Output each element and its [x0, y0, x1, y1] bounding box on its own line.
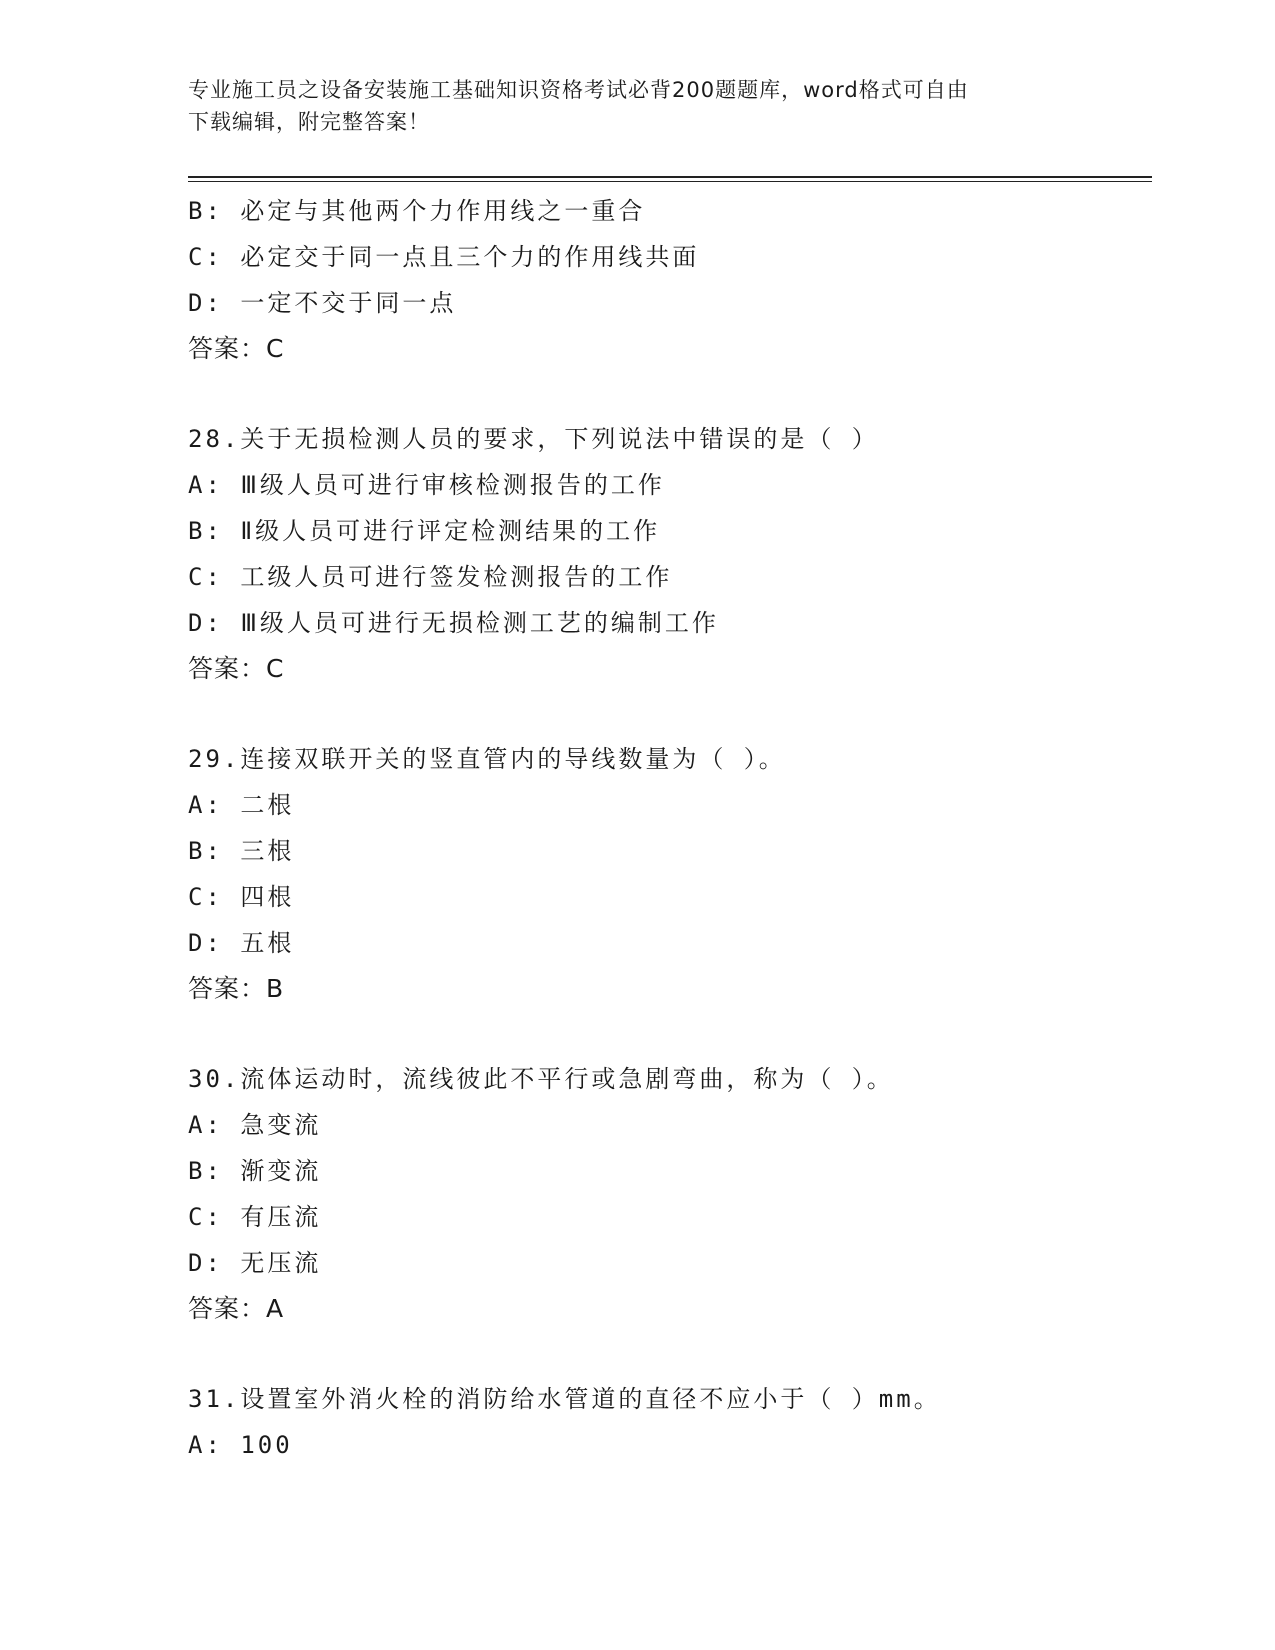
option-d: D: 一定不交于同一点: [188, 289, 457, 317]
answer-line: 答案：C: [188, 334, 285, 363]
header-divider-thin: [188, 181, 1152, 182]
option-c: C: 工级人员可进行签发检测报告的工作: [188, 563, 673, 591]
option-a: A: 急变流: [188, 1111, 322, 1139]
option-d: D: Ⅲ级人员可进行无损检测工艺的编制工作: [188, 609, 719, 637]
option-d: D: 无压流: [188, 1249, 322, 1277]
option-b: B: 三根: [188, 837, 295, 865]
spacer: [188, 1012, 1148, 1056]
answer-line: 答案：A: [188, 1294, 285, 1323]
document-header: [188, 74, 1068, 138]
spacer: [188, 372, 1148, 416]
spacer: [188, 1332, 1148, 1376]
question-stem: 28.关于无损检测人员的要求，下列说法中错误的是（ ）: [188, 425, 879, 453]
header-title-line-1: 专业施工员之设备安装施工基础知识资格考试必背200题题库，word格式可自由: [188, 78, 969, 102]
question-stem: 31.设置室外消火栓的消防给水管道的直径不应小于（ ）mm。: [188, 1385, 941, 1413]
question-list: [188, 188, 1148, 1468]
option-d: D: 五根: [188, 929, 295, 957]
option-a: A: Ⅲ级人员可进行审核检测报告的工作: [188, 471, 665, 499]
question-31: [188, 1376, 1148, 1468]
question-30: [188, 1056, 1148, 1332]
answer-line: 答案：C: [188, 654, 285, 683]
option-b: B: 渐变流: [188, 1157, 322, 1185]
question-29: [188, 736, 1148, 1012]
option-c: C: 四根: [188, 883, 295, 911]
question-stem: 30.流体运动时，流线彼此不平行或急剧弯曲，称为（ ）。: [188, 1065, 894, 1093]
option-b: B: 必定与其他两个力作用线之一重合: [188, 197, 646, 225]
question-stem: 29.连接双联开关的竖直管内的导线数量为（ ）。: [188, 745, 786, 773]
spacer: [188, 692, 1148, 736]
option-a: A: 100: [188, 1431, 293, 1459]
option-c: C: 有压流: [188, 1203, 322, 1231]
option-b: B: Ⅱ级人员可进行评定检测结果的工作: [188, 517, 661, 545]
answer-line: 答案：B: [188, 974, 285, 1003]
header-title-line-2: 下载编辑，附完整答案！: [188, 110, 430, 134]
option-c: C: 必定交于同一点且三个力的作用线共面: [188, 243, 700, 271]
question-28: [188, 416, 1148, 692]
header-divider-thick: [188, 176, 1152, 178]
question-27-continued: [188, 188, 1148, 372]
option-a: A: 二根: [188, 791, 295, 819]
